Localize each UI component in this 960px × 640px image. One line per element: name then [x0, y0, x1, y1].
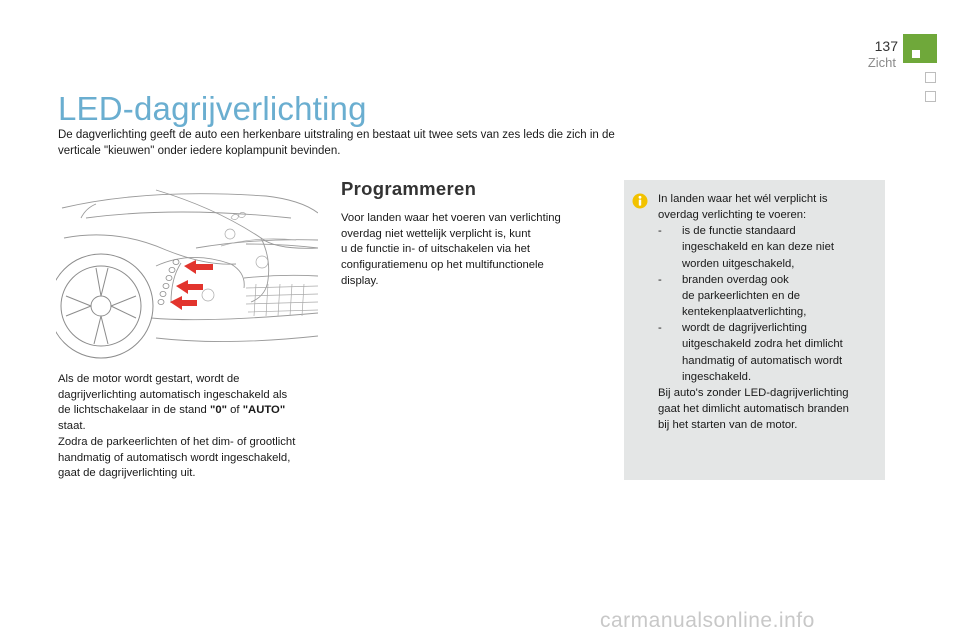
info-line: In landen waar het wél verplicht is [658, 193, 828, 205]
list-dash: - [658, 273, 662, 286]
info-line: de parkeerlichten en de [682, 289, 801, 302]
led-start-text-3: staat. Zodra de parkeerlichten of het dim- of grootlicht handmatig of automatisch wordt ingeschakeld, gaat de dagrijverlichting uit. [58, 420, 296, 480]
programming-body: Voor landen waar het voeren van verlichting overdag niet wettelijk verplicht is, kunt u de functie in- of uitschakelen via het configuratiemenu op het multifunctionele display. [341, 212, 561, 287]
list-dash: - [658, 225, 662, 238]
info-line: ingeschakeld. [682, 370, 752, 383]
info-list-item [658, 272, 883, 288]
info-icon [632, 193, 648, 209]
info-line: is de functie standaard [682, 225, 796, 238]
chapter-tab-marker [912, 50, 920, 58]
info-line: overdag verlichting te voeren: [658, 209, 807, 222]
info-line: worden uitgeschakeld, [682, 257, 795, 270]
info-line: Bij auto's zonder LED-dagrijverlichting [658, 386, 849, 399]
car-front-led-illustration [56, 178, 318, 363]
info-line: kentekenplaatverlichting, [682, 306, 807, 319]
info-line: branden overdag ook [682, 273, 789, 286]
watermark: carmanualsonline.info [600, 609, 815, 632]
chapter-tab-next[interactable] [925, 72, 936, 83]
led-start-description [58, 372, 323, 482]
info-line: handmatig of automatisch wordt [682, 354, 843, 367]
section-label: Zicht [867, 55, 896, 70]
info-line: bij het starten van de motor. [658, 419, 798, 432]
page-title: LED-dagrijverlichting [58, 90, 367, 127]
led-start-text-1: Als de motor wordt gestart, wordt de dagrijverlichting automatisch ingeschakeld als de lichtschakelaar in de stand [58, 373, 288, 417]
list-dash: - [658, 322, 662, 335]
led-start-text-2: of [226, 404, 243, 417]
chapter-tab-next-2[interactable] [925, 91, 936, 102]
intro-paragraph: De dagverlichting geeft de auto een herkenbare uitstraling en bestaat uit twee sets van zes leds die zich in de verticale "kieuwen" onder iedere koplampunit bevinden. [58, 129, 615, 157]
info-line: wordt de dagrijverlichting [682, 322, 807, 335]
info-list-item [658, 223, 883, 239]
info-box [624, 180, 885, 480]
info-line: uitgeschakeld zodra het dimlicht [682, 338, 843, 351]
info-line: ingeschakeld en kan deze niet [682, 241, 834, 254]
switch-position-0: "0" [209, 404, 227, 417]
page-number: 137 [874, 38, 898, 54]
switch-position-auto: "AUTO" [242, 404, 286, 417]
chapter-tab-active[interactable] [903, 34, 937, 63]
info-line: gaat het dimlicht automatisch branden [658, 403, 849, 416]
info-list-item [658, 320, 883, 336]
programming-heading: Programmeren [341, 178, 477, 199]
info-text [658, 191, 883, 433]
